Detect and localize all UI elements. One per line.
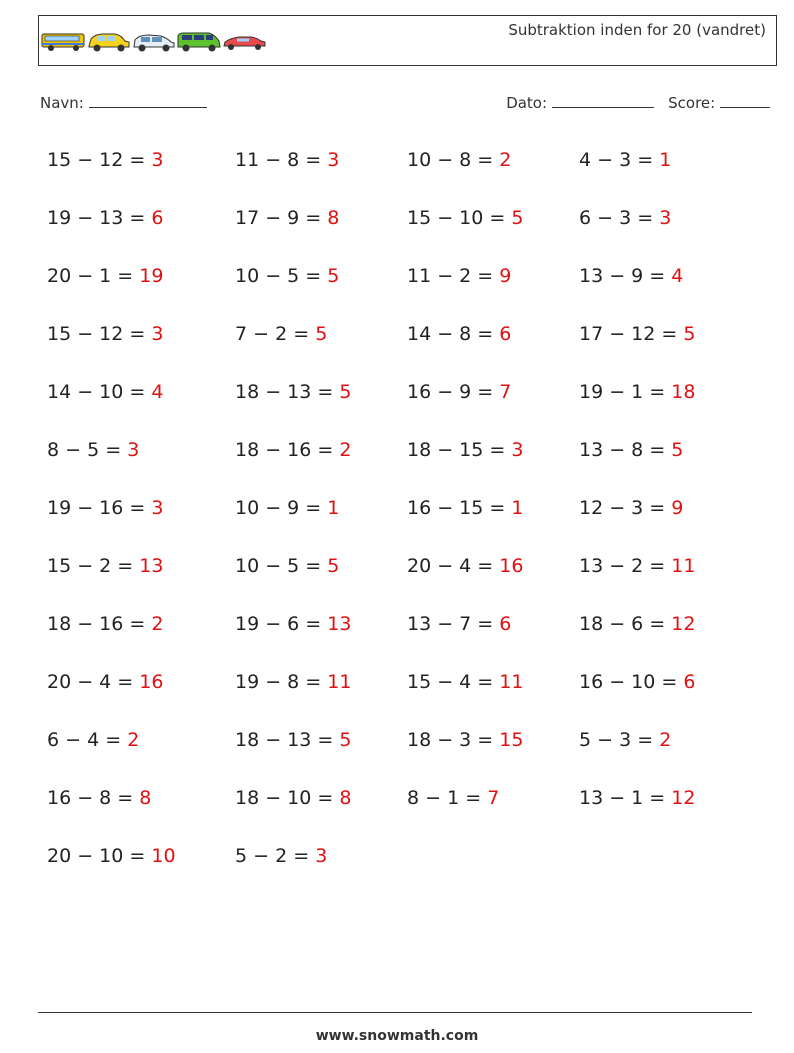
problem-item	[235, 374, 407, 432]
problem-answer: 3	[327, 149, 340, 171]
problem-answer: 7	[487, 787, 500, 809]
name-field	[40, 93, 207, 112]
problem-question: 8 − 5 =	[47, 439, 128, 461]
problem-answer: 9	[671, 497, 684, 519]
problem-row	[47, 316, 751, 374]
problem-answer: 16	[139, 671, 164, 693]
problem-item	[47, 838, 235, 896]
problem-item	[235, 606, 407, 664]
problem-question: 18 − 13 =	[235, 729, 340, 751]
problem-answer: 7	[499, 381, 512, 403]
name-label: Navn:	[40, 94, 84, 112]
date-label: Dato:	[506, 94, 548, 112]
problem-item	[47, 258, 235, 316]
problem-item	[407, 258, 579, 316]
problem-item	[407, 606, 579, 664]
problem-item	[407, 200, 579, 258]
problem-item	[47, 722, 235, 780]
problem-answer: 5	[339, 381, 352, 403]
problem-row	[47, 200, 751, 258]
problem-item	[235, 838, 407, 896]
problem-item	[235, 142, 407, 200]
problem-question: 17 − 12 =	[579, 323, 684, 345]
problem-answer: 2	[339, 439, 352, 461]
problem-question: 18 − 6 =	[579, 613, 672, 635]
problem-item	[407, 780, 579, 838]
problem-question: 11 − 8 =	[235, 149, 328, 171]
problem-item	[407, 316, 579, 374]
problem-question: 19 − 13 =	[47, 207, 152, 229]
problem-answer: 3	[315, 845, 328, 867]
score-line	[720, 93, 770, 108]
problem-item	[407, 548, 579, 606]
problem-question: 16 − 10 =	[579, 671, 684, 693]
problem-grid	[47, 142, 751, 896]
problem-answer: 13	[139, 555, 164, 577]
problem-question: 18 − 15 =	[407, 439, 512, 461]
white-car-icon	[134, 35, 174, 52]
problem-answer: 2	[499, 149, 512, 171]
red-car-icon	[224, 37, 265, 50]
problem-row	[47, 374, 751, 432]
problem-row	[47, 548, 751, 606]
problem-item	[407, 142, 579, 200]
problem-answer: 12	[671, 613, 696, 635]
problem-question: 19 − 1 =	[579, 381, 672, 403]
problem-answer: 6	[499, 323, 512, 345]
problem-question: 5 − 2 =	[235, 845, 316, 867]
problem-row	[47, 838, 751, 896]
problem-row	[47, 606, 751, 664]
problem-question: 10 − 8 =	[407, 149, 500, 171]
problem-answer: 3	[151, 497, 164, 519]
problem-item	[579, 490, 751, 548]
problem-answer: 16	[499, 555, 524, 577]
problem-answer: 10	[151, 845, 176, 867]
problem-answer: 9	[499, 265, 512, 287]
problem-answer: 15	[499, 729, 524, 751]
problem-question: 15 − 12 =	[47, 323, 152, 345]
problem-answer: 19	[139, 265, 164, 287]
problem-question: 11 − 2 =	[407, 265, 500, 287]
problem-answer: 11	[327, 671, 352, 693]
problem-answer: 5	[511, 207, 524, 229]
problem-item	[47, 606, 235, 664]
footer-divider	[38, 1012, 752, 1013]
date-line	[552, 93, 654, 108]
problem-item	[47, 780, 235, 838]
problem-answer: 4	[151, 381, 164, 403]
problem-question: 20 − 4 =	[47, 671, 140, 693]
problem-item	[47, 490, 235, 548]
problem-answer: 2	[151, 613, 164, 635]
problem-row	[47, 780, 751, 838]
problem-item	[579, 548, 751, 606]
problem-question: 15 − 12 =	[47, 149, 152, 171]
problem-question: 18 − 13 =	[235, 381, 340, 403]
problem-answer: 6	[151, 207, 164, 229]
problem-item	[407, 722, 579, 780]
problem-answer: 2	[127, 729, 140, 751]
worksheet-title: Subtraktion inden for 20 (vandret)	[508, 21, 766, 39]
cars-illustration	[41, 30, 271, 54]
problem-item	[235, 316, 407, 374]
problem-question: 14 − 8 =	[407, 323, 500, 345]
problem-answer: 6	[499, 613, 512, 635]
problem-question: 16 − 15 =	[407, 497, 512, 519]
problem-question: 13 − 8 =	[579, 439, 672, 461]
problem-question: 13 − 1 =	[579, 787, 672, 809]
problem-item	[47, 664, 235, 722]
score-label: Score:	[668, 94, 716, 112]
problem-answer: 3	[151, 149, 164, 171]
problem-question: 7 − 2 =	[235, 323, 316, 345]
problem-answer: 12	[671, 787, 696, 809]
problem-answer: 5	[339, 729, 352, 751]
problem-question: 19 − 16 =	[47, 497, 152, 519]
problem-item	[235, 258, 407, 316]
problem-item	[47, 316, 235, 374]
problem-item	[407, 664, 579, 722]
green-van-icon	[178, 33, 220, 52]
problem-answer: 1	[327, 497, 340, 519]
problem-question: 10 − 9 =	[235, 497, 328, 519]
problem-question: 15 − 10 =	[407, 207, 512, 229]
problem-question: 8 − 1 =	[407, 787, 488, 809]
problem-answer: 8	[139, 787, 152, 809]
problem-question: 15 − 2 =	[47, 555, 140, 577]
problem-answer: 1	[511, 497, 524, 519]
problem-question: 18 − 3 =	[407, 729, 500, 751]
problem-question: 10 − 5 =	[235, 265, 328, 287]
problem-item	[579, 664, 751, 722]
problem-item	[235, 432, 407, 490]
problem-question: 6 − 4 =	[47, 729, 128, 751]
problem-answer: 8	[327, 207, 340, 229]
problem-answer: 4	[671, 265, 684, 287]
problem-question: 13 − 2 =	[579, 555, 672, 577]
problem-question: 18 − 10 =	[235, 787, 340, 809]
problem-item	[235, 722, 407, 780]
problem-item	[47, 548, 235, 606]
problem-row	[47, 142, 751, 200]
problem-item	[579, 316, 751, 374]
problem-item	[579, 780, 751, 838]
problem-question: 20 − 10 =	[47, 845, 152, 867]
problem-item	[235, 548, 407, 606]
problem-item	[47, 200, 235, 258]
problem-question: 20 − 1 =	[47, 265, 140, 287]
problem-answer: 11	[499, 671, 524, 693]
problem-row	[47, 490, 751, 548]
problem-question: 6 − 3 =	[579, 207, 660, 229]
problem-row	[47, 722, 751, 780]
problem-answer: 8	[339, 787, 352, 809]
footer-url: www.snowmath.com	[315, 1028, 479, 1044]
problem-question: 19 − 8 =	[235, 671, 328, 693]
problem-question: 4 − 3 =	[579, 149, 660, 171]
problem-answer: 3	[127, 439, 140, 461]
problem-item	[235, 490, 407, 548]
header-box	[38, 15, 777, 66]
problem-item	[407, 490, 579, 548]
problem-answer: 13	[327, 613, 352, 635]
problem-answer: 3	[511, 439, 524, 461]
date-score-fields	[506, 93, 770, 112]
problem-answer: 5	[671, 439, 684, 461]
problem-question: 17 − 9 =	[235, 207, 328, 229]
problem-answer: 3	[151, 323, 164, 345]
problem-item	[407, 374, 579, 432]
bus-icon	[42, 34, 84, 51]
problem-item	[579, 258, 751, 316]
problem-question: 13 − 7 =	[407, 613, 500, 635]
problem-item	[235, 780, 407, 838]
problem-question: 12 − 3 =	[579, 497, 672, 519]
problem-question: 18 − 16 =	[47, 613, 152, 635]
problem-answer: 11	[671, 555, 696, 577]
problem-question: 20 − 4 =	[407, 555, 500, 577]
problem-item	[47, 432, 235, 490]
problem-item	[47, 142, 235, 200]
problem-item	[579, 374, 751, 432]
problem-question: 5 − 3 =	[579, 729, 660, 751]
problem-question: 10 − 5 =	[235, 555, 328, 577]
problem-item	[579, 722, 751, 780]
problem-answer: 5	[683, 323, 696, 345]
problem-answer: 2	[659, 729, 672, 751]
name-line	[89, 93, 207, 108]
problem-row	[47, 664, 751, 722]
problem-item	[579, 606, 751, 664]
problem-item	[579, 142, 751, 200]
problem-item	[579, 200, 751, 258]
yellow-car-icon	[89, 34, 129, 52]
problem-question: 16 − 9 =	[407, 381, 500, 403]
problem-question: 16 − 8 =	[47, 787, 140, 809]
problem-question: 13 − 9 =	[579, 265, 672, 287]
problem-row	[47, 258, 751, 316]
problem-question: 18 − 16 =	[235, 439, 340, 461]
problem-question: 14 − 10 =	[47, 381, 152, 403]
problem-item	[235, 200, 407, 258]
problem-question: 15 − 4 =	[407, 671, 500, 693]
problem-answer: 5	[327, 265, 340, 287]
problem-answer: 18	[671, 381, 696, 403]
problem-answer: 5	[327, 555, 340, 577]
problem-answer: 1	[659, 149, 672, 171]
problem-answer: 6	[683, 671, 696, 693]
problem-question: 19 − 6 =	[235, 613, 328, 635]
problem-answer: 3	[659, 207, 672, 229]
problem-item	[407, 432, 579, 490]
problem-item	[235, 664, 407, 722]
problem-row	[47, 432, 751, 490]
problem-item	[47, 374, 235, 432]
problem-answer: 5	[315, 323, 328, 345]
problem-item	[579, 432, 751, 490]
